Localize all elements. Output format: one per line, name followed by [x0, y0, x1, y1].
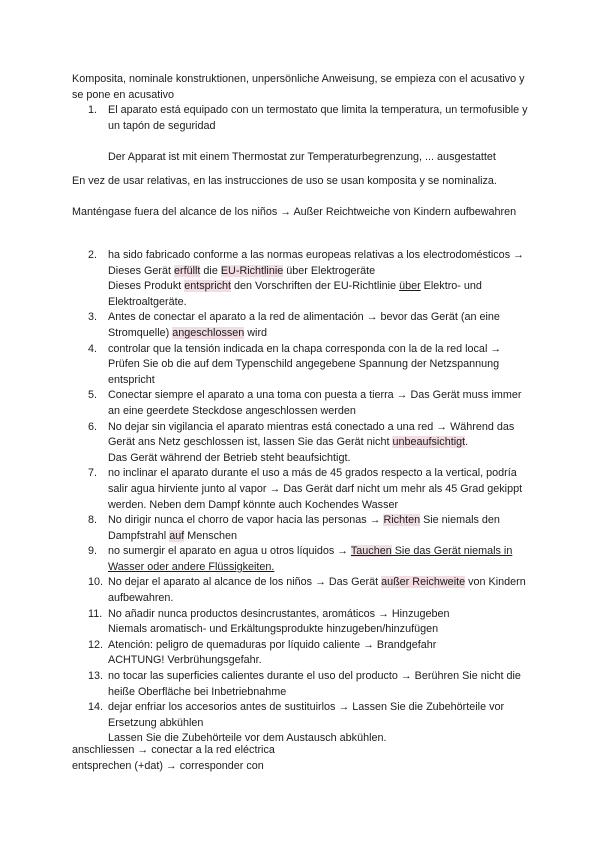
item-number: 3.	[88, 311, 98, 324]
list-item	[72, 669, 532, 700]
item-text: Lassen Sie die Zubehörteile vor dem Austausch abkühlen.	[108, 732, 387, 745]
highlight: entspricht	[184, 280, 232, 293]
underlined-word: über	[399, 280, 421, 293]
list-item	[72, 700, 532, 747]
item-number: 4.	[88, 342, 98, 355]
list-item	[72, 466, 532, 513]
main-list	[72, 248, 532, 747]
example-german: Der Apparat ist mit einem Thermostat zur Temperaturbegrenzung, ... ausgestattet	[108, 150, 496, 163]
item-number: 13.	[88, 670, 104, 683]
item-text: Dieses Produkt entspricht den Vorschriften der EU-Richtlinie über Elektro- und Elektroaltgeräte.	[108, 280, 482, 308]
kids-example-paragraph: Manténgase fuera del alcance de los niños → Außer Reichtweiche von Kindern aufbewahren	[72, 206, 517, 218]
vocab-line: entsprechen (+dat) → corresponder con	[72, 759, 264, 772]
item-number: 2.	[88, 249, 98, 261]
example-spanish: El aparato está equipado con un termostato que limita la temperatura, un termofusible y un tapón de seguridad	[108, 104, 528, 132]
item-text: No dirigir nunca el chorro de vapor hacia las personas → Richten Sie niemals den Dampfstrahl auf Menschen	[108, 514, 500, 542]
highlight: EU-Richtlinie	[220, 264, 284, 277]
list-item	[72, 420, 532, 467]
intro-paragraph: Komposita, nominale konstruktionen, unpersönliche Anweisung, se empieza con el acusativo y se pone en acusativo	[72, 73, 525, 101]
list-item	[72, 103, 532, 165]
highlight: Richten	[383, 514, 421, 527]
highlight-underlined: Tauchen	[350, 545, 392, 558]
list-item	[72, 638, 532, 669]
item-text: Conectar siempre el aparato a una toma con puesta a tierra → Das Gerät muss immer an eine geerdete Steckdose angeschlossen werden	[108, 389, 522, 417]
item-text: no inclinar el aparato durante el uso a más de 45 grados respecto a la vertical, podría salir agua hirviente junto al vapor → Das Gerät darf nicht um mehr als 45 Grad gekippt werden. Neben dem Dampf könnte auch Kochendes Wasser	[108, 467, 523, 511]
item-number: 6.	[88, 420, 98, 433]
item-number: 14.	[88, 701, 104, 714]
list-item	[72, 575, 532, 606]
item-text: no tocar las superficies calientes durante el uso del producto → Berühren Sie nicht die heiße Oberfläche bei Inbetriebnahme	[108, 670, 521, 698]
item-text: ACHTUNG! Verbrühungsgefahr.	[108, 654, 262, 667]
item-text: No dejar el aparato al alcance de los niños → Das Gerät außer Reichweite von Kindern aufbewahren.	[108, 576, 526, 605]
vocabulary-section	[72, 743, 532, 774]
item-text: ha sido fabricado conforme a las normas europeas relativas a los electrodomésticos → Dieses Gerät erfüllt die EU-Richtlinie über Elektrogeräte	[108, 249, 524, 277]
item-text: controlar que la tensión indicada en la chapa corresponda con la de la red local → Prüfen Sie ob die auf dem Typenschild angegebene Spannung der Netzspannung entspricht	[108, 342, 502, 386]
item-number: 11.	[88, 607, 103, 620]
item-number: 10.	[88, 576, 104, 589]
highlight: unbeaufsichtigt	[392, 436, 466, 449]
item-number: 7.	[88, 467, 98, 480]
list-item	[72, 388, 532, 419]
note-paragraph: En vez de usar relativas, en las instrucciones de uso se usan komposita y se nominaliza.	[72, 175, 497, 187]
item-number: 8.	[88, 514, 98, 527]
list-item	[72, 310, 532, 341]
underlined-text: Sie das Gerät niemals in Wasser oder andere Flüssigkeiten.	[108, 545, 513, 573]
item-text: Antes de conectar el aparato a la red de alimentación → bevor das Gerät (an eine Stromquelle) angeschlossen wird	[108, 311, 500, 339]
intro-section	[72, 72, 532, 166]
item-text: no sumergir el aparato en agua u otros líquidos → Tauchen Sie das Gerät niemals in Wasser oder andere Flüssigkeiten.	[108, 545, 513, 573]
list-item	[72, 342, 532, 389]
item-number: 5.	[88, 389, 98, 402]
item-text: No dejar sin vigilancia el aparato mientras está conectado a una red → Während das Gerät ans Netz geschlossen ist, lassen Sie das Gerät nicht unbeaufsichtigt.	[108, 420, 515, 449]
highlight: erfüllt	[174, 264, 201, 277]
item-number: 12.	[88, 638, 104, 651]
highlight: angeschlossen	[172, 326, 245, 339]
item-text: Atención: peligro de quemaduras por líquido caliente → Brandgefahr	[108, 638, 437, 651]
example-list-1	[72, 103, 532, 165]
list-item	[72, 513, 532, 544]
list-item	[72, 607, 532, 638]
item-number: 1.	[88, 104, 98, 117]
item-text: Das Gerät während der Betrieb steht beaufsichtigt.	[108, 451, 351, 464]
item-text: No añadir nunca productos desincrustantes, aromáticos → Hinzugeben	[108, 607, 450, 620]
item-text: dejar enfriar los accesorios antes de sustituirlos → Lassen Sie die Zubehörteile vor Ersetzung abkühlen	[108, 701, 505, 729]
highlight: auf	[169, 529, 185, 542]
highlight: außer Reichweite	[381, 576, 466, 589]
item-text: Niemals aromatisch- und Erkältungsprodukte hinzugeben/hinzufügen	[108, 623, 439, 636]
list-item	[72, 248, 532, 310]
item-number: 9.	[88, 545, 98, 558]
vocab-line: anschliessen → conectar a la red eléctrica	[72, 744, 275, 756]
list-item	[72, 544, 532, 575]
